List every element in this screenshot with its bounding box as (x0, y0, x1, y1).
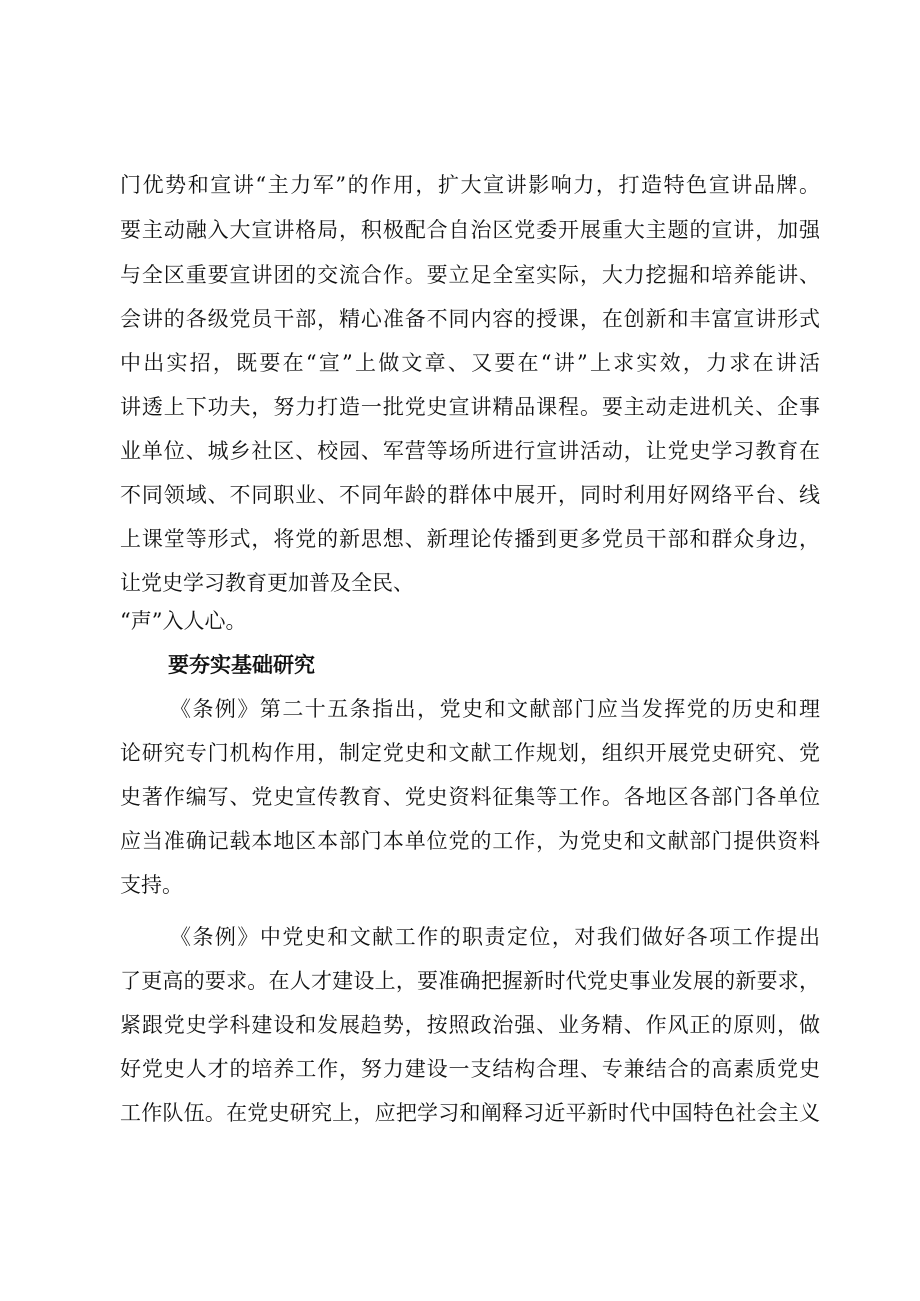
text-line: 了更高的要求。在人才建设上，要准确把握新时代党史事业发展的新要求， (120, 969, 820, 993)
text-line: 让党史学习教育更加普及全民、 (120, 571, 414, 595)
text-line: 中出实招，既要在“宣”上做文章、又要在“讲”上求实效，力求在讲活 (120, 351, 820, 375)
text-line: 上课堂等形式，将党的新思想、新理论传播到更多党员干部和群众身边， (120, 527, 820, 551)
text-line: 史著作编写、党史宣传教育、党史资料征集等工作。各地区各部门各单位 (120, 785, 820, 809)
section-heading: 要夯实基础研究 (168, 653, 315, 677)
text-line: 《条例》中党史和文献工作的职责定位，对我们做好各项工作提出 (170, 925, 820, 949)
text-line: 业单位、城乡社区、校园、军营等场所进行宣讲活动，让党史学习教育在 (120, 439, 820, 463)
text-line: 会讲的各级党员干部，精心准备不同内容的授课，在创新和丰富宣讲形式 (120, 307, 820, 331)
text-line: 好党史人才的培养工作，努力建设一支结构合理、专兼结合的高素质党史 (120, 1057, 820, 1081)
text-line: 《条例》第二十五条指出，党史和文献部门应当发挥党的历史和理 (170, 697, 820, 721)
text-line: “声”入人心。 (120, 609, 247, 633)
text-line: 门优势和宣讲“主力军”的作用，扩大宣讲影响力，打造特色宣讲品牌。 (120, 173, 820, 197)
text-line: 要主动融入大宣讲格局，积极配合自治区党委开展重大主题的宣讲，加强 (120, 218, 820, 242)
text-line: 支持。 (120, 873, 183, 897)
text-line: 紧跟党史学科建设和发展趋势，按照政治强、业务精、作风正的原则，做 (120, 1013, 820, 1037)
text-line: 讲透上下功夫，努力打造一批党史宣讲精品课程。要主动走进机关、企事 (120, 395, 820, 419)
text-line: 不同领域、不同职业、不同年龄的群体中展开，同时利用好网络平台、线 (120, 483, 820, 507)
text-line: 应当准确记载本地区本部门本单位党的工作，为党史和文献部门提供资料 (120, 829, 820, 853)
text-line: 工作队伍。在党史研究上，应把学习和阐释习近平新时代中国特色社会主义 (120, 1101, 820, 1125)
text-line: 论研究专门机构作用，制定党史和文献工作规划，组织开展党史研究、党 (120, 741, 820, 765)
text-line: 与全区重要宣讲团的交流合作。要立足全室实际，大力挖掘和培养能讲、 (120, 263, 820, 287)
